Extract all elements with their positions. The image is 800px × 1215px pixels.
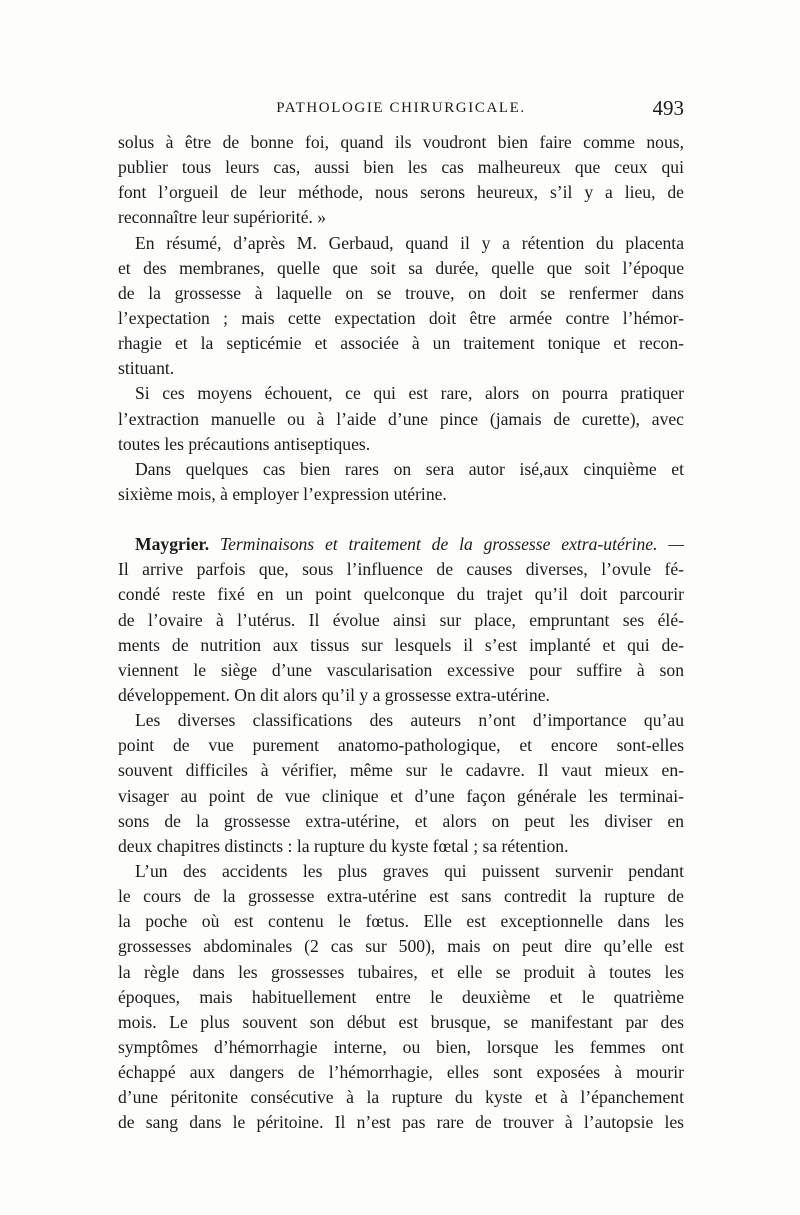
text-line: symptômes d’hémorrhagie interne, ou bien, lorsque les femmes ont: [118, 1036, 684, 1057]
text-line: Dans quelques cas bien rares on sera autor isé,aux cinquième et: [135, 458, 684, 479]
paragraph-summary: [118, 231, 684, 382]
text-line: point de vue purement anatomo-pathologique, et encore sont-elles: [118, 735, 684, 756]
text-line: mois. Le plus souvent son début est brusque, se manifestant par des: [118, 1011, 684, 1032]
text-line: Les diverses classifications des auteurs n’ont d’importance qu’au: [135, 710, 684, 731]
text-line: En résumé, d’après M. Gerbaud, quand il y a rétention du placenta: [135, 232, 684, 253]
text-line: Il arrive parfois que, sous l’influence de causes diverses, l’ovule fé-: [118, 559, 684, 580]
section-gap: [118, 507, 684, 532]
text-line: le cours de la grossesse extra-utérine est sans contredit la rupture de: [118, 886, 684, 907]
paragraph-extraction: [118, 381, 684, 456]
text-line: reconnaître leur supériorité. »: [118, 207, 327, 228]
text-line: viennent le siège d’une vascularisation excessive pour suffire à son: [118, 659, 684, 680]
text-line: d’une péritonite consécutive à la rupture du kyste et à l’épanchement: [118, 1087, 684, 1108]
text-line: ments de nutrition aux tissus sur lesquels il s’est implanté et qui de-: [118, 634, 684, 655]
text-line: L’un des accidents les plus graves qui puissent survenir pendant: [135, 860, 684, 881]
text-line: l’extraction manuelle ou à l’aide d’une pince (jamais de curette), avec: [118, 408, 684, 429]
text-line: développement. On dit alors qu’il y a grossesse extra-utérine.: [118, 684, 550, 705]
text-line: de sang dans le péritoine. Il n’est pas rare de trouver à l’autopsie les: [118, 1112, 684, 1133]
text-line: publier tous leurs cas, aussi bien les cas malheureux que ceux qui: [118, 157, 684, 178]
text-line: sons de la grossesse extra-utérine, et alors on peut les diviser en: [118, 810, 684, 831]
text-line: de la grossesse à laquelle on se trouve, on doit se renfermer dans: [118, 282, 684, 303]
text-line: sixième mois, à employer l’expression utérine.: [118, 483, 447, 504]
text-line: visager au point de vue clinique et d’une façon générale les terminai-: [118, 785, 684, 806]
text-line: la règle dans les grossesses tubaires, et elle se produit à toutes les: [118, 961, 684, 982]
paragraph-rupture: [118, 859, 684, 1136]
text-line: solus à être de bonne foi, quand ils voudront bien faire comme nous,: [118, 132, 684, 152]
text-line: de l’ovaire à l’utérus. Il évolue ainsi sur place, empruntant ses élé-: [118, 609, 684, 630]
running-head: PATHOLOGIE CHIRURGICALE.: [276, 100, 526, 116]
text-line: toutes les précautions antiseptiques.: [118, 433, 371, 454]
text-line: grossesses abdominales (2 cas sur 500), mais on peut dire qu’elle est: [118, 936, 684, 957]
text-line: stituant.: [118, 358, 175, 379]
section-title: Terminaisons et traitement de la grossesse extra-utérine. —: [219, 534, 684, 555]
paragraph-maygrier: [118, 532, 684, 708]
paragraph-classifications: [118, 708, 684, 859]
text-line: Si ces moyens échouent, ce qui est rare, alors on pourra pratiquer: [135, 383, 684, 404]
text-line: font l’orgueil de leur méthode, nous serons heureux, s’il y a lieu, de: [118, 182, 684, 203]
text-line: et des membranes, quelle que soit sa durée, quelle que soit l’époque: [118, 257, 684, 278]
text-line: rhagie et la septicémie et associée à un traitement tonique et recon-: [118, 333, 684, 354]
author-name: Maygrier.: [135, 534, 210, 555]
section-heading-line: [118, 532, 684, 557]
text-line: souvent difficiles à vérifier, même sur le cadavre. Il vaut mieux en-: [118, 760, 684, 781]
paragraph-expression: [118, 457, 684, 507]
text-line: l’expectation ; mais cette expectation doit être armée contre l’hémor-: [118, 307, 684, 328]
page-number: 493: [652, 96, 684, 120]
body-text: [118, 130, 684, 1135]
text-line: condé reste fixé en un point quelconque du trajet qu’il doit parcourir: [118, 584, 684, 605]
text-line: deux chapitres distincts : la rupture du kyste fœtal ; sa rétention.: [118, 835, 569, 856]
page-header: [118, 96, 684, 122]
text-line: échappé aux dangers de l’hémorrhagie, elles sont exposées à mourir: [118, 1062, 684, 1083]
text-line: la poche où est contenu le fœtus. Elle est exceptionnelle dans les: [118, 911, 684, 932]
paragraph-continuation: [118, 130, 684, 231]
text-line: époques, mais habituellement entre le deuxième et le quatrième: [118, 986, 684, 1007]
